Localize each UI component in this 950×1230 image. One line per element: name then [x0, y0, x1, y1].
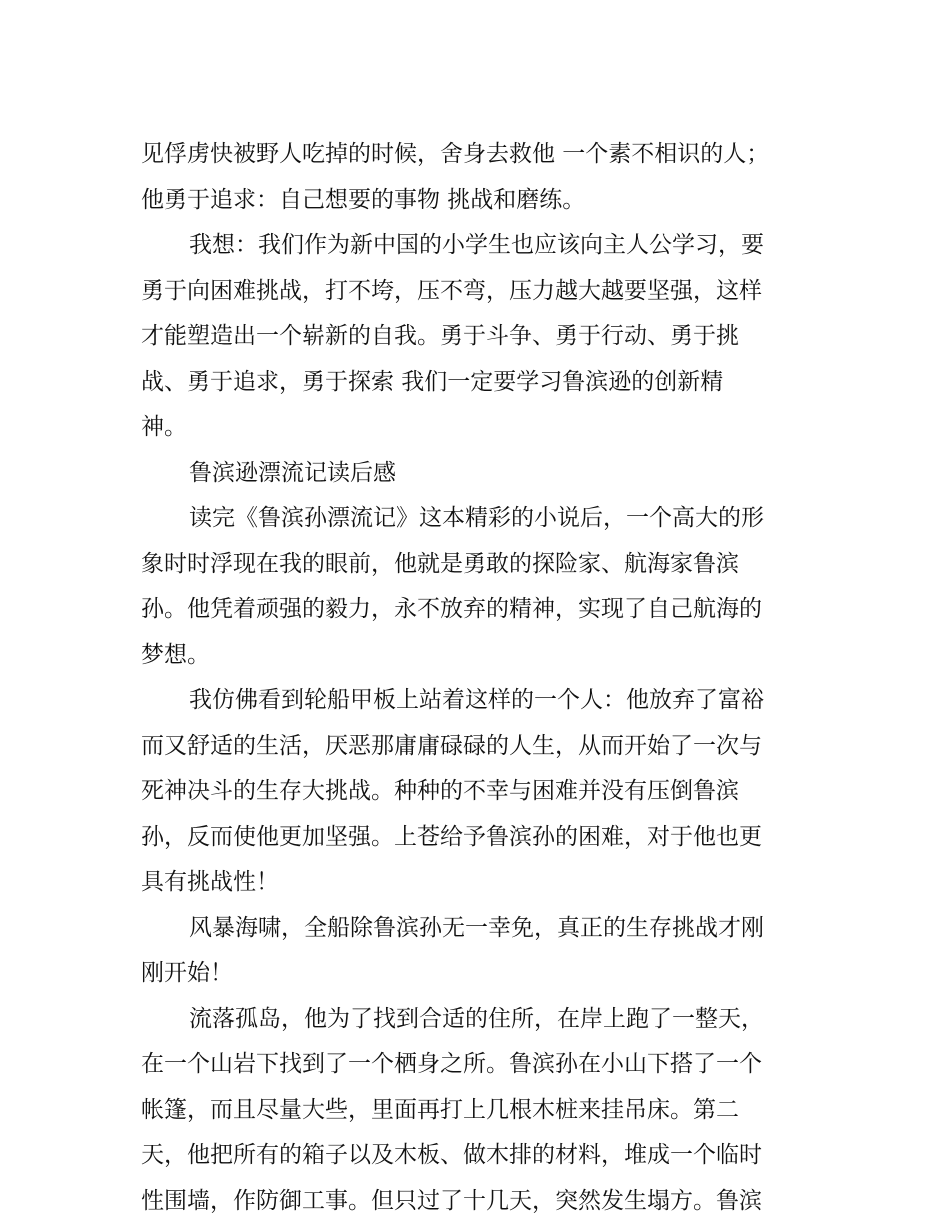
paragraph-first-line: 风暴海啸，全船除鲁滨孙无一幸免，真正的生存挑战才刚	[189, 914, 764, 941]
text-line: 孙，反而使他更加坚强。上苍给予鲁滨孙的困难，对于他也更	[141, 823, 762, 850]
text-line: 而又舒适的生活，厌恶那庸庸碌碌的人生，从而开始了一次与	[141, 732, 762, 759]
paragraph-first-line: 鲁滨逊漂流记读后感	[189, 459, 396, 486]
text-line: 象时时浮现在我的眼前，他就是勇敢的探险家、航海家鲁滨	[141, 550, 739, 577]
text-line: 梦想。	[141, 641, 210, 668]
text-line: 才能塑造出一个崭新的自我。勇于斗争、勇于行动、勇于挑	[141, 323, 739, 349]
paragraph-first-line: 我想：我们作为新中国的小学生也应该向主人公学习，要	[189, 232, 764, 258]
text-line: 神。	[141, 414, 187, 440]
text-line: 刚开始！	[141, 960, 233, 986]
text-line: 见俘虏快被野人吃掉的时候，舍身去救他 一个素不相识的人；	[141, 141, 770, 167]
text-line: 帐篷，而且尽量大些，里面再打上几根木桩来挂吊床。第二	[141, 1096, 739, 1123]
text-line: 战、勇于追求，勇于探索 我们一定要学习鲁滨逊的创新精	[141, 368, 724, 395]
text-line: 勇于向困难挑战，打不垮，压不弯，压力越大越要坚强，这样	[141, 277, 762, 304]
text-line: 性围墙，作防御工事。但只过了十几天，突然发生塌方。鲁滨	[141, 1187, 762, 1214]
document-body	[141, 132, 813, 1224]
text-line: 具有挑战性！	[141, 869, 279, 895]
text-line: 孙。他凭着顽强的毅力，永不放弃的精神，实现了自己航海的	[141, 596, 762, 622]
text-line: 死神决斗的生存大挑战。种种的不幸与困难并没有压倒鲁滨	[141, 778, 739, 804]
text-line: 天，他把所有的箱子以及木板、做木排的材料，堆成一个临时	[141, 1142, 762, 1168]
paragraph-first-line: 流落孤岛，他为了找到合适的住所，在岸上跑了一整天，	[189, 1005, 764, 1032]
text-line: 他勇于追求：自己想要的事物 挑战和磨练。	[141, 186, 586, 213]
paragraph-first-line: 我仿佛看到轮船甲板上站着这样的一个人：他放弃了富裕	[189, 687, 764, 713]
paragraph-first-line: 读完《鲁滨孙漂流记》这本精彩的小说后，一个高大的形	[189, 505, 764, 531]
text-line: 在一个山岩下找到了一个栖身之所。鲁滨孙在小山下搭了一个	[141, 1051, 762, 1077]
